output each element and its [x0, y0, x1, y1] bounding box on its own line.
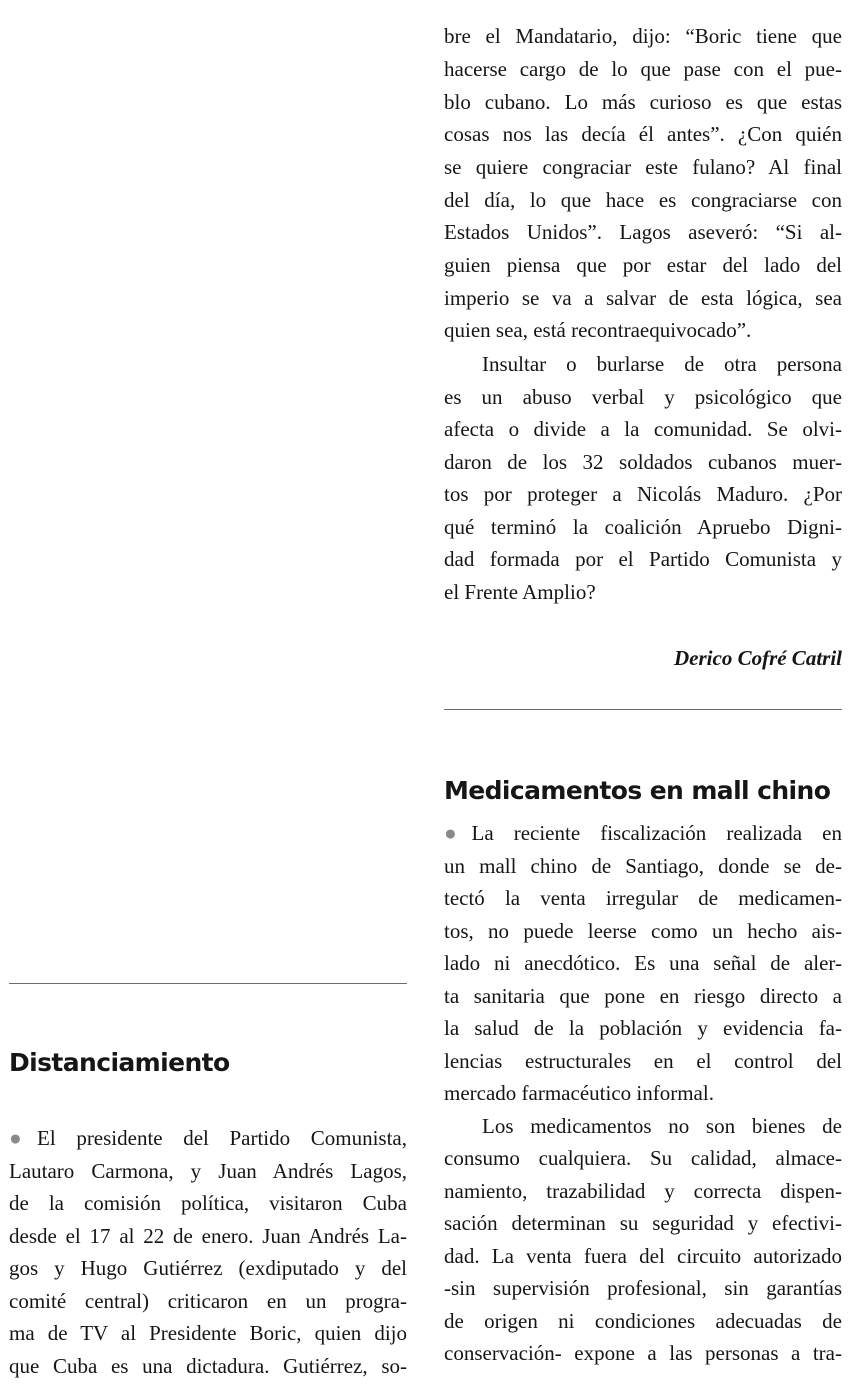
- body-line: de origen ni condiciones adecuadas de: [444, 1309, 842, 1333]
- body-line: ma de TV al Presidente Boric, quien dijo: [9, 1321, 407, 1345]
- body-line: tos por proteger a Nicolás Maduro. ¿Por: [444, 482, 842, 506]
- section-divider: [9, 983, 407, 984]
- body-line: ●La reciente fiscalización realizada en: [444, 821, 843, 845]
- body-line: lencias estructurales en el control del: [444, 1049, 842, 1073]
- body-line: ta sanitaria que pone en riesgo directo a: [444, 984, 842, 1008]
- section-divider: [444, 709, 842, 710]
- letter-title-medicamentos: Medicamentos en mall chino: [444, 776, 831, 805]
- body-line: tos, no puede leerse como un hecho ais-: [444, 919, 842, 943]
- body-line: ●El presidente del Partido Comunista,: [9, 1126, 408, 1150]
- body-line: consumo cualquiera. Su calidad, almace-: [444, 1146, 842, 1170]
- body-line: un mall chino de Santiago, donde se de-: [444, 854, 842, 878]
- letter-signature: Derico Cofré Catril: [674, 646, 842, 670]
- body-line: -sin supervisión profesional, sin garantías: [444, 1276, 842, 1300]
- body-line: mercado farmacéutico informal.: [444, 1081, 714, 1105]
- body-line: Estados Unidos”. Lagos aseveró: “Si al-: [444, 220, 842, 244]
- body-line: imperio se va a salvar de esta lógica, sea: [444, 286, 842, 310]
- body-line-indent: Insultar o burlarse de otra persona: [482, 352, 842, 376]
- body-line: blo cubano. Lo más curioso es que estas: [444, 90, 842, 114]
- body-line: comité central) criticaron en un progra-: [9, 1289, 407, 1313]
- body-line: que Cuba es una dictadura. Gutiérrez, so-: [9, 1354, 407, 1378]
- right-column: [444, 0, 842, 1396]
- body-line: conservación- expone a las personas a tra-: [444, 1341, 842, 1365]
- body-line: el Frente Amplio?: [444, 580, 596, 604]
- body-line: sación determinan su seguridad y efectivi-: [444, 1211, 842, 1235]
- bullet-icon: ●: [444, 821, 472, 845]
- bullet-icon: ●: [9, 1126, 38, 1150]
- body-line: guien piensa que por estar del lado del: [444, 253, 842, 277]
- body-line: lado ni anecdótico. Es una señal de aler-: [444, 951, 842, 975]
- body-line: dad formada por el Partido Comunista y: [444, 547, 842, 571]
- body-line-indent: Los medicamentos no son bienes de: [482, 1114, 842, 1138]
- body-line: del día, lo que hace es congraciarse con: [444, 188, 842, 212]
- body-line: la salud de la población y evidencia fa-: [444, 1016, 842, 1040]
- body-line: de la comisión política, visitaron Cuba: [9, 1191, 407, 1215]
- body-line: hacerse cargo de lo que pase con el pue-: [444, 57, 842, 81]
- body-line: se quiere congraciar este fulano? Al final: [444, 155, 842, 179]
- body-line: quien sea, está recontraequivocado”.: [444, 318, 752, 342]
- body-line: desde el 17 al 22 de enero. Juan Andrés La-: [9, 1224, 407, 1248]
- body-line: es un abuso verbal y psicológico que: [444, 385, 842, 409]
- letter-title-distanciamiento: Distanciamiento: [9, 1048, 230, 1077]
- body-line: namiento, trazabilidad y correcta dispen-: [444, 1179, 842, 1203]
- body-line: qué terminó la coalición Apruebo Digni-: [444, 515, 842, 539]
- body-line: afecta o divide a la comunidad. Se olvi-: [444, 417, 842, 441]
- left-column: [9, 0, 407, 1396]
- body-line: tectó la venta irregular de medicamen-: [444, 886, 842, 910]
- body-line: Lautaro Carmona, y Juan Andrés Lagos,: [9, 1159, 407, 1183]
- body-line: daron de los 32 soldados cubanos muer-: [444, 450, 842, 474]
- body-line: gos y Hugo Gutiérrez (exdiputado y del: [9, 1256, 407, 1280]
- body-line: cosas nos las decía él antes”. ¿Con quién: [444, 122, 842, 146]
- body-line: dad. La venta fuera del circuito autorizado: [444, 1244, 842, 1268]
- body-line: bre el Mandatario, dijo: “Boric tiene que: [444, 24, 842, 48]
